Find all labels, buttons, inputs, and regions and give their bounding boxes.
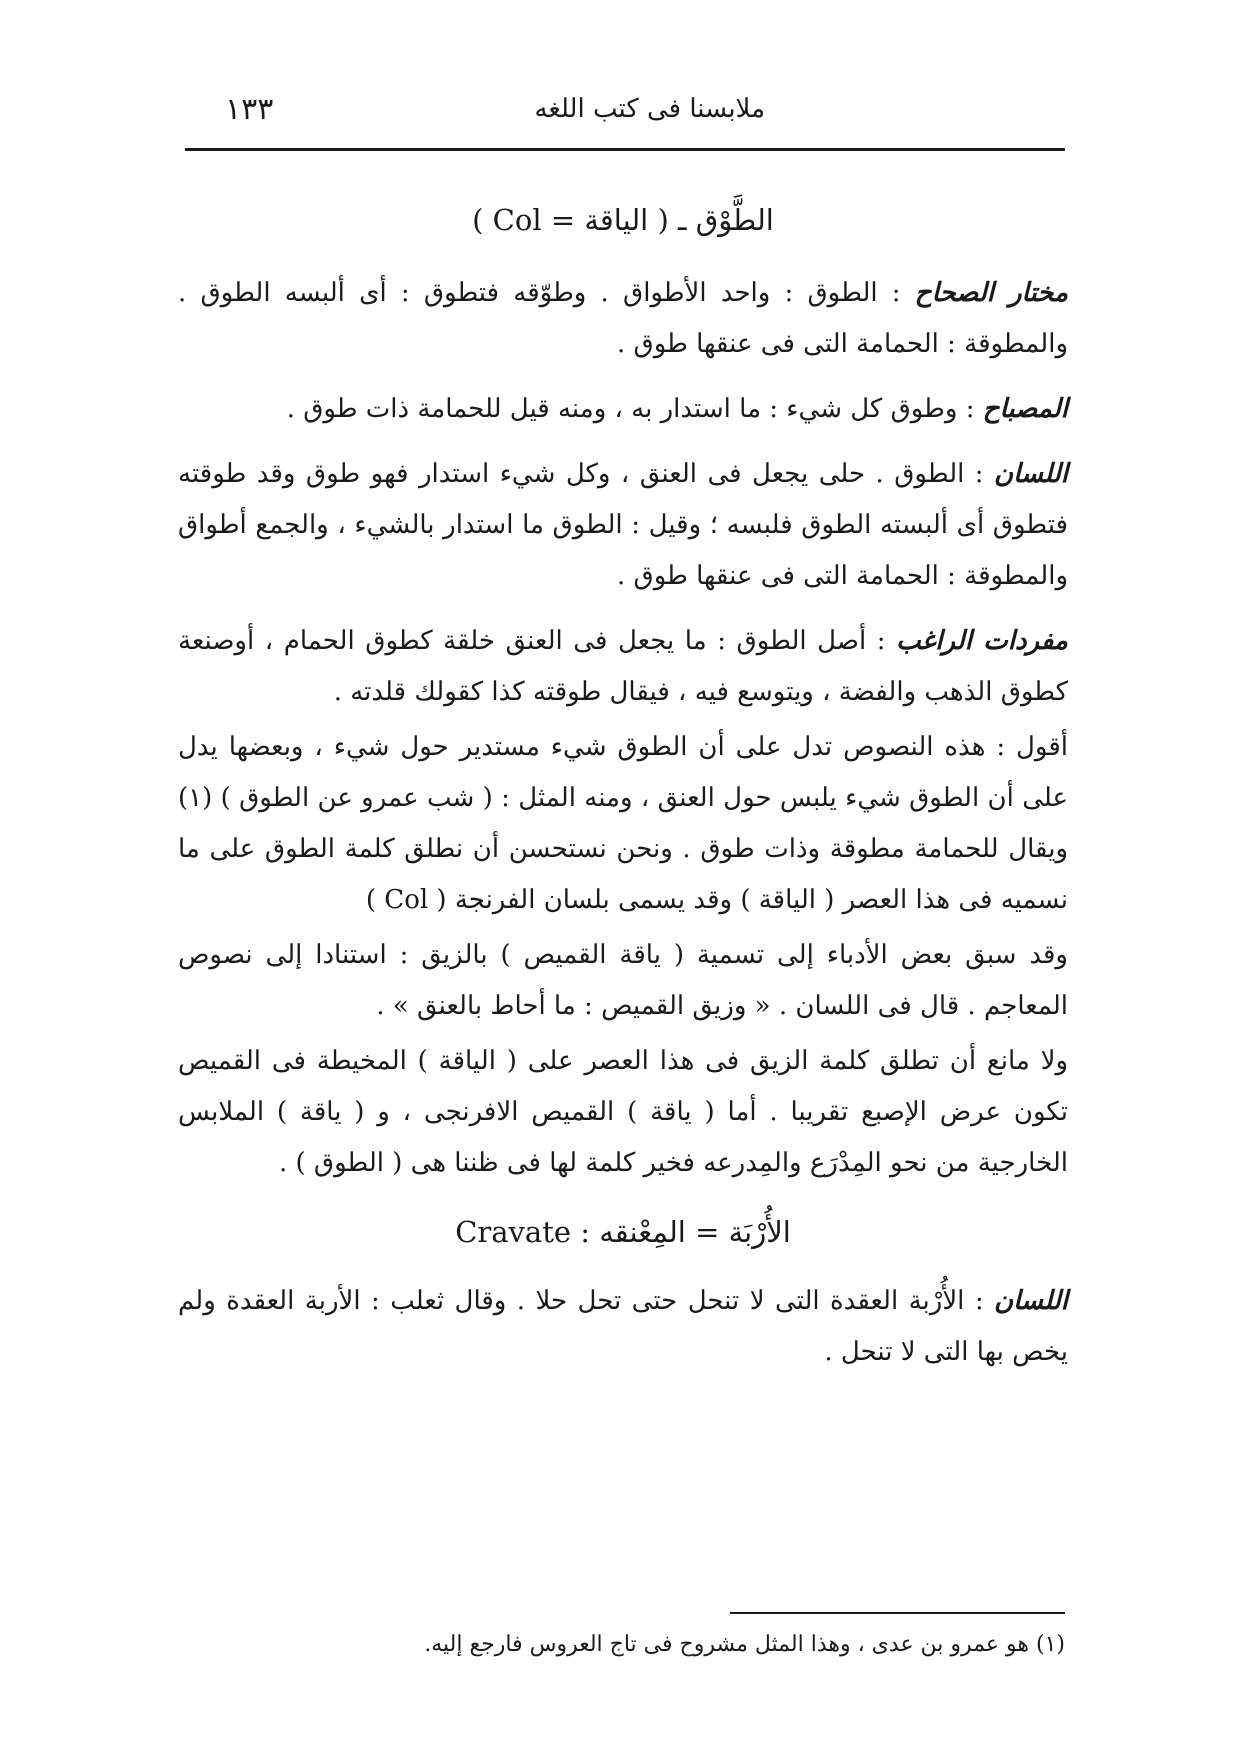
paragraph-lisan-urba (178, 1276, 1068, 1378)
page-body (178, 195, 1068, 1392)
section-heading-cravate: الأُرْبَة = المِعْنقه : Cravate (455, 1215, 791, 1249)
paragraph-lisan (178, 449, 1068, 602)
paragraph-text: : الطوق . حلى يجعل فى العنق ، وكل شيء استدار فهو طوق وقد طوقته فتطوق أى ألبسته الطوق فلبسه ؛ وقيل : الطوق ما استدار بالشيء ، والجمع أطواق والمطوقة : الحمامة التى فى عنقها طوق . (178, 459, 1068, 591)
running-header (185, 88, 1065, 138)
source-name: اللسان (994, 1286, 1068, 1316)
page-number: ١٣٣ (225, 92, 274, 127)
paragraph-misbah (178, 384, 1068, 435)
paragraph-text: : أصل الطوق : ما يجعل فى العنق خلقة كطوق الحمام ، أوصنعة كطوق الذهب والفضة ، ويتوسع فيه ، فيقال طوقته كذا كقولك قلدته . (178, 626, 1068, 707)
source-name: المصباح (982, 394, 1068, 424)
source-name: اللسان (994, 459, 1068, 489)
footnote-rule (730, 1612, 1065, 1614)
paragraph-mukhtar (178, 268, 1068, 370)
source-name: مختار الصحاح (914, 278, 1068, 308)
source-name: مفردات الراغب (896, 626, 1068, 656)
footnote: (١) هو عمرو بن عدى ، وهذا المثل مشروح فى تاج العروس فارجع إليه. (424, 1632, 1065, 1657)
paragraph-author-note: أقول : هذه النصوص تدل على أن الطوق شيء مستدير حول شيء ، وبعضها يدل على أن الطوق شيء يلبس حول العنق ، ومنه المثل : ( شب عمرو عن الطوق ) (١) ويقال للحمامة مطوقة وذات طوق . ونحن نستحسن أن نطلق كلمة الطوق على ما نسميه فى هذا العصر ( الياقة ) وقد يسمى بلسان الفرنجة ( Col ) (178, 732, 1068, 915)
paragraph-raghib (178, 616, 1068, 718)
section-heading-collar: الطَّوْق ـ ( الياقة = Col ) (472, 203, 774, 237)
paragraph-text: : وطوق كل شيء : ما استدار به ، ومنه قيل للحمامة ذات طوق . (286, 394, 983, 424)
paragraph-text: : الأُرْبة العقدة التى لا تنحل حتى تحل حلا . وقال ثعلب : الأربة العقدة ولم يخص بها التى لا تنحل . (178, 1286, 1068, 1367)
paragraph-text: : الطوق : واحد الأطواق . وطوّقه فتطوق : أى ألبسه الطوق . والمطوقة : الحمامة التى فى عنقها طوق . (178, 278, 1068, 359)
header-rule (185, 148, 1065, 151)
paragraph-conclusion: ولا مانع أن تطلق كلمة الزيق فى هذا العصر على ( الياقة ) المخيطة فى القميص تكون عرض الإصبع تقريبا . أما ( ياقة ) القميص الافرنجى ، و ( ياقة ) الملابس الخارجية من نحو المِدْرَع والمِدرعه فخير كلمة لها فى ظننا هى ( الطوق ) . (178, 1046, 1068, 1178)
paragraph-zaiq: وقد سبق بعض الأدباء إلى تسمية ( ياقة القميص ) بالزيق : استنادا إلى نصوص المعاجم . قال فى اللسان . « وزيق القميص : ما أحاط بالعنق » . (178, 940, 1068, 1021)
running-title: ملابسنا فى كتب اللغه (534, 94, 765, 124)
